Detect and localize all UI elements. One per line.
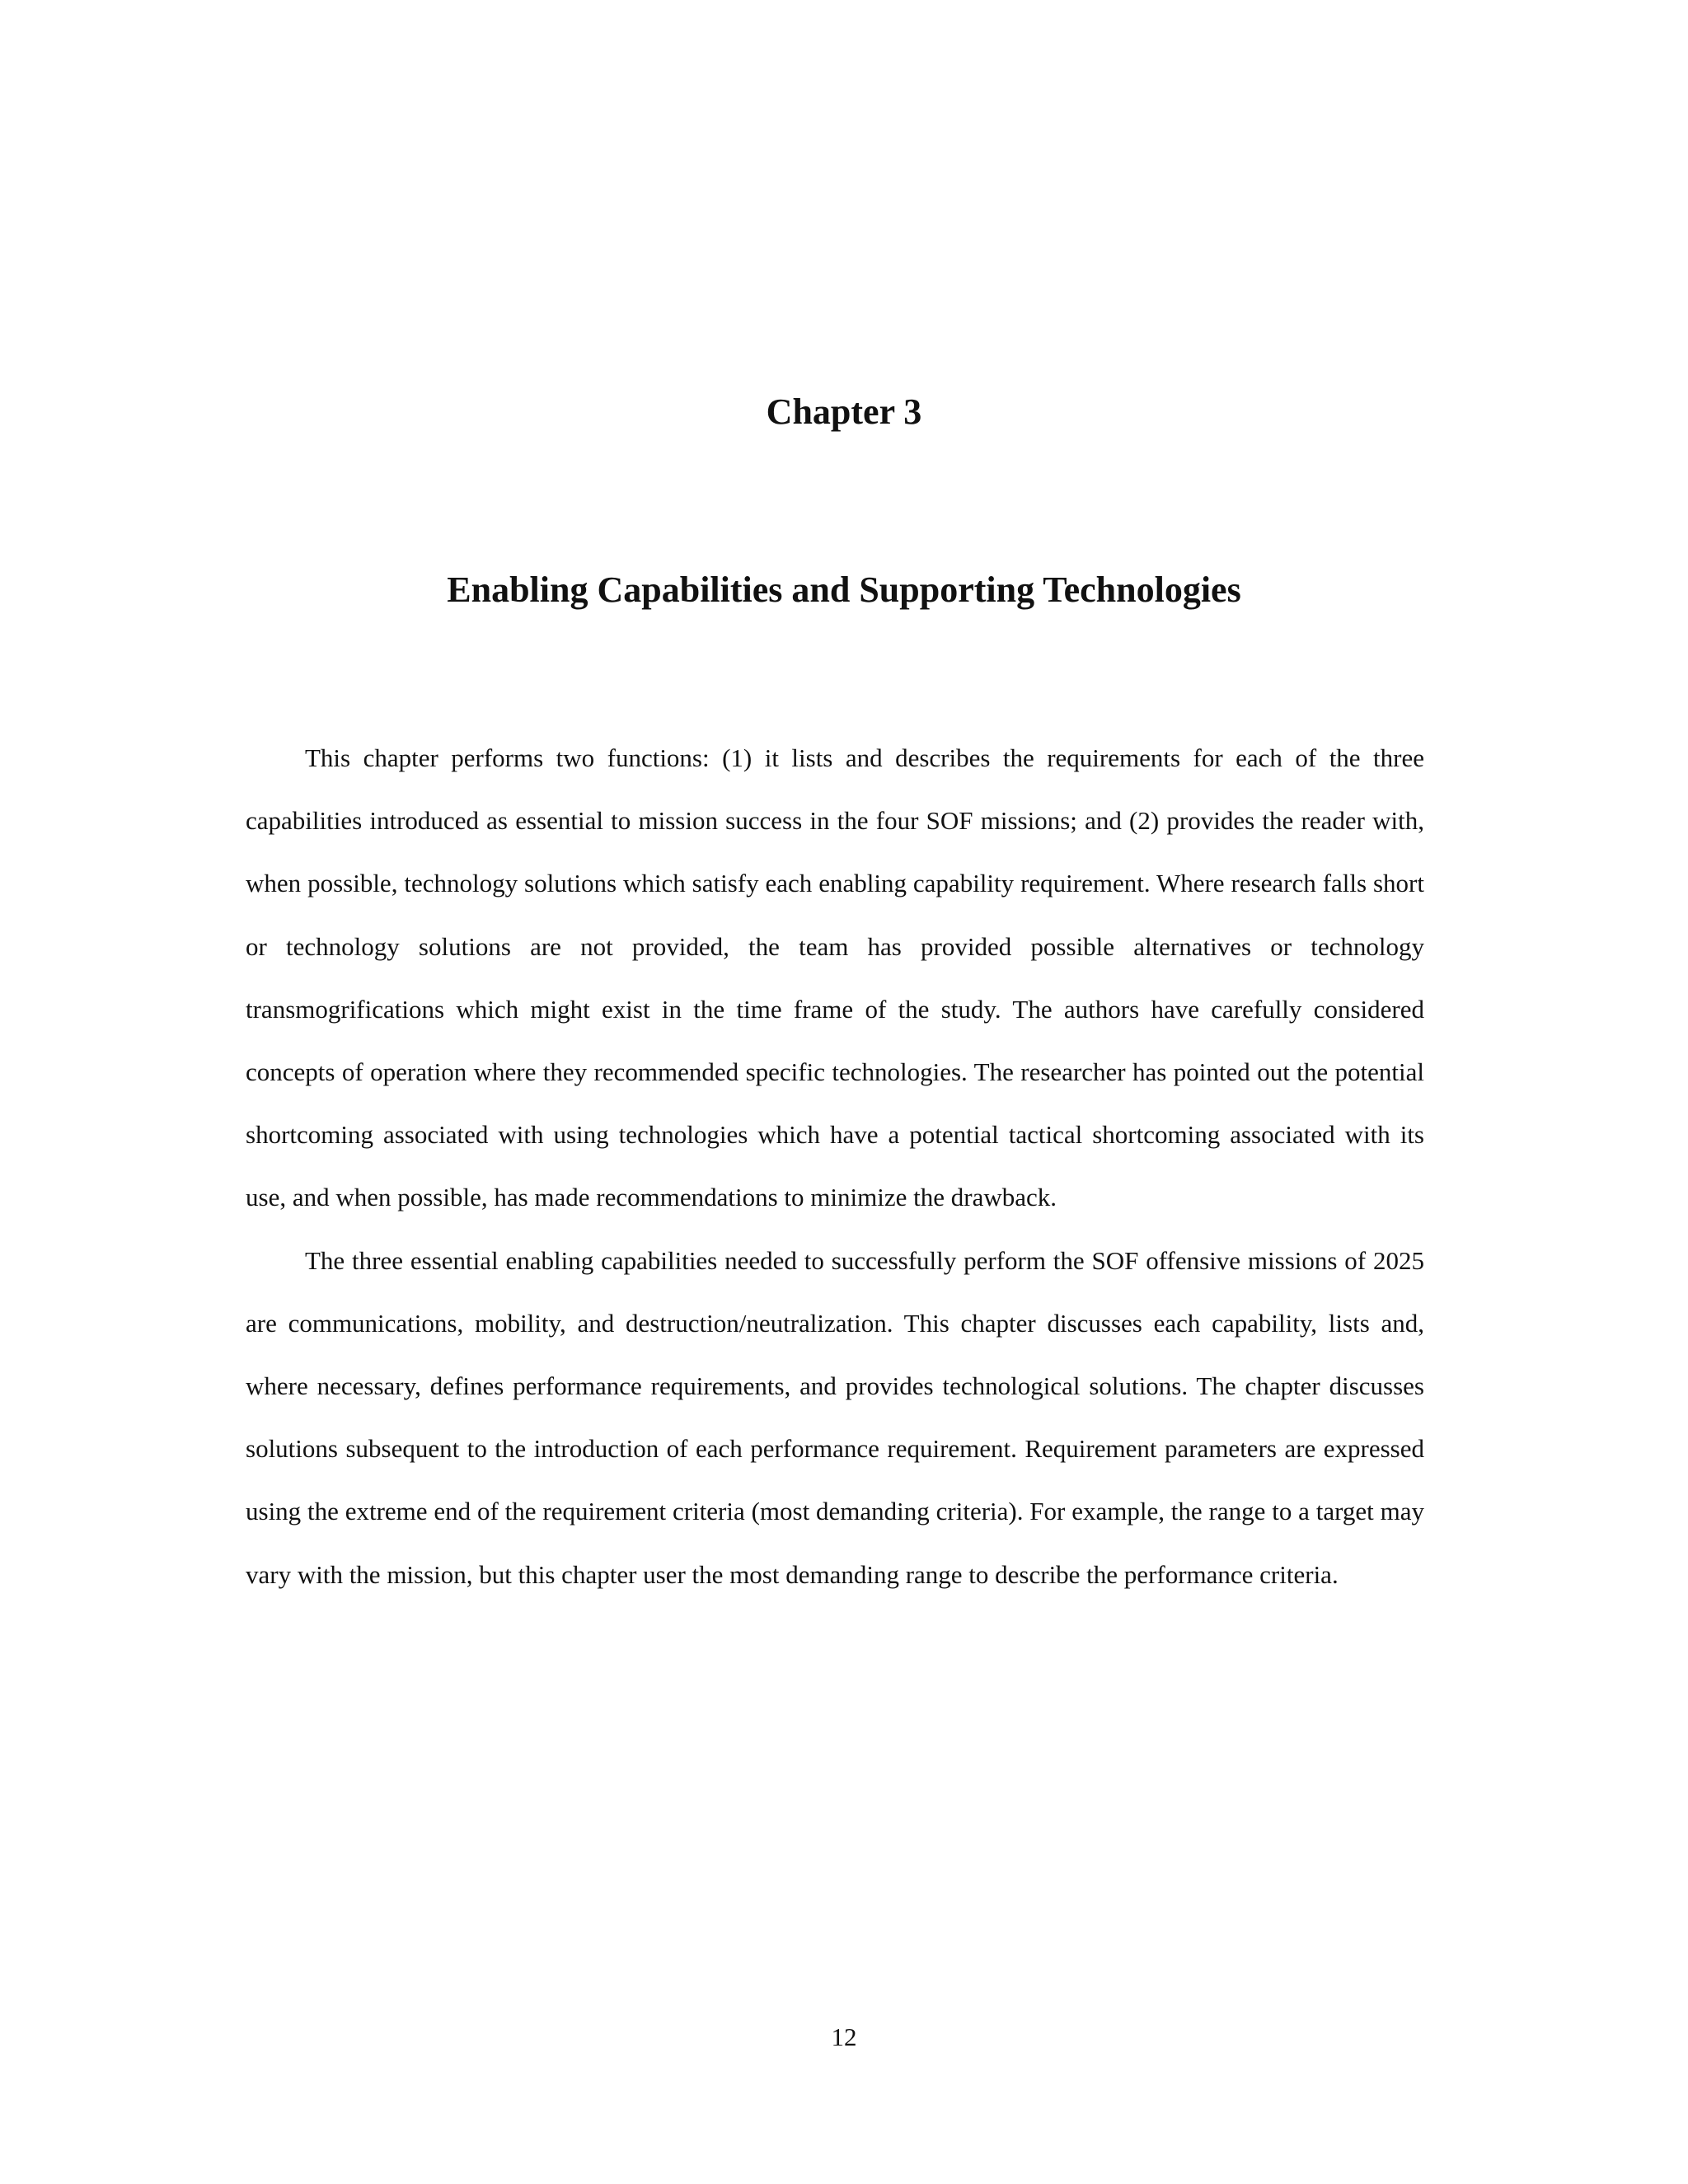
- chapter-label: Chapter 3: [766, 391, 922, 432]
- body-text: [246, 727, 1424, 1606]
- page-number: 12: [831, 2022, 857, 2051]
- paragraph-2: The three essential enabling capabilities needed to successfully perform the SOF offensive missions of 2025 are communications, mobility, and destruction/neutralization. This chapter discusses each capability, lists and, where necessary, defines performance requirements, and provides technological solutions. The chapter discusses solutions subsequent to the introduction of each performance requirement. Requirement parameters are expressed using the extreme end of the requirement criteria (most demanding criteria). For example, the range to a target may vary with the mission, but this chapter user the most demanding range to describe the performance criteria.: [246, 1245, 1424, 1589]
- paragraph-1: This chapter performs two functions: (1) it lists and describes the requirements for each of the three capabilities introduced as essential to mission success in the four SOF missions; and (2) provides the reader with, when possible, technology solutions which satisfy each enabling capability requirement. Where research falls short or technology solutions are not provided, the team has provided possible alternatives or technology transmogrifications which might exist in the time frame of the study. The authors have carefully considered concepts of operation where they recommended specific technologies. The researcher has pointed out the potential shortcoming associated with using technologies which have a potential tactical shortcoming associated with its use, and when possible, has made recommendations to minimize the drawback.: [246, 743, 1424, 1212]
- chapter-title: Enabling Capabilities and Supporting Technologies: [447, 569, 1241, 610]
